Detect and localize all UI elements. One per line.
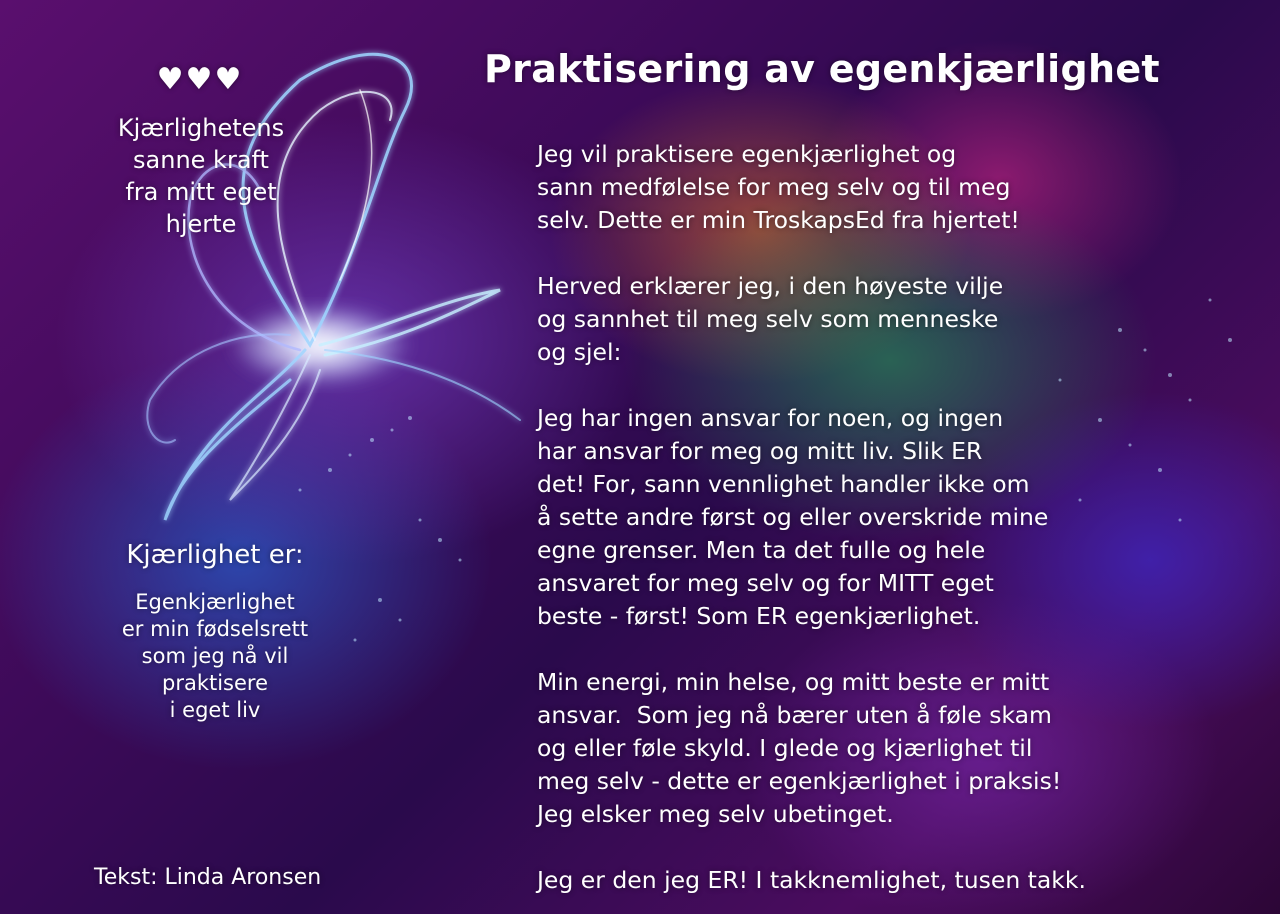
- author-credit: Tekst: Linda Aronsen: [94, 865, 322, 890]
- side-intro-line: fra mitt eget: [125, 178, 277, 206]
- paragraph: [537, 402, 1237, 633]
- poem-line: ansvar. Som jeg nå bærer uten å føle skam: [537, 701, 1052, 729]
- poem-line: Jeg er den jeg ER! I takknemlighet, tusen takk.: [537, 866, 1086, 894]
- poem-line: og sjel:: [537, 338, 622, 366]
- paragraph: [537, 666, 1237, 831]
- poem-line: Jeg elsker meg selv ubetinget.: [537, 800, 894, 828]
- paragraph: [537, 270, 1237, 369]
- side-intro-line: sanne kraft: [133, 146, 269, 174]
- poem-line: Min energi, min helse, og mitt beste er mitt: [537, 668, 1050, 696]
- poem-line: å sette andre først og eller overskride mine: [537, 503, 1049, 531]
- poem-line: har ansvar for meg og mitt liv. Slik ER: [537, 437, 983, 465]
- side-intro-line: hjerte: [165, 210, 237, 238]
- poem-line: egne grenser. Men ta det fulle og hele: [537, 536, 986, 564]
- paragraph: [537, 138, 1237, 237]
- poem-line: selv. Dette er min TroskapsEd fra hjertet!: [537, 206, 1020, 234]
- side-body-line: som jeg nå vil: [141, 644, 289, 668]
- page-title: Praktisering av egenkjærlighet: [484, 47, 1160, 91]
- hearts-icon: ♥♥♥: [156, 62, 244, 97]
- side-body-text: [100, 589, 330, 724]
- side-intro-line: Kjærlighetens: [117, 114, 285, 142]
- side-body-line: praktisere: [161, 671, 268, 695]
- poem-line: beste - først! Som ER egenkjærlighet.: [537, 602, 981, 630]
- paragraph: [537, 864, 1237, 897]
- poem-line: og sannhet til meg selv som menneske: [537, 305, 999, 333]
- poem-line: det! For, sann vennlighet handler ikke om: [537, 470, 1030, 498]
- side-intro-text: [96, 112, 306, 240]
- poem-line: meg selv - dette er egenkjærlighet i praksis!: [537, 767, 1062, 795]
- love-heading: Kjærlighet er:: [126, 540, 304, 570]
- side-body-line: Egenkjærlighet: [135, 590, 295, 614]
- side-body-line: er min fødselsrett: [121, 617, 309, 641]
- poem-line: Jeg har ingen ansvar for noen, og ingen: [537, 404, 1004, 432]
- poem-body: [537, 138, 1237, 897]
- poem-line: Jeg vil praktisere egenkjærlighet og: [537, 140, 957, 168]
- poem-line: sann medfølelse for meg selv og til meg: [537, 173, 1011, 201]
- poem-line: og eller føle skyld. I glede og kjærlighet til: [537, 734, 1033, 762]
- poem-line: Herved erklærer jeg, i den høyeste vilje: [537, 272, 1004, 300]
- side-body-line: i eget liv: [169, 698, 261, 722]
- poem-line: ansvaret for meg selv og for MITT eget: [537, 569, 994, 597]
